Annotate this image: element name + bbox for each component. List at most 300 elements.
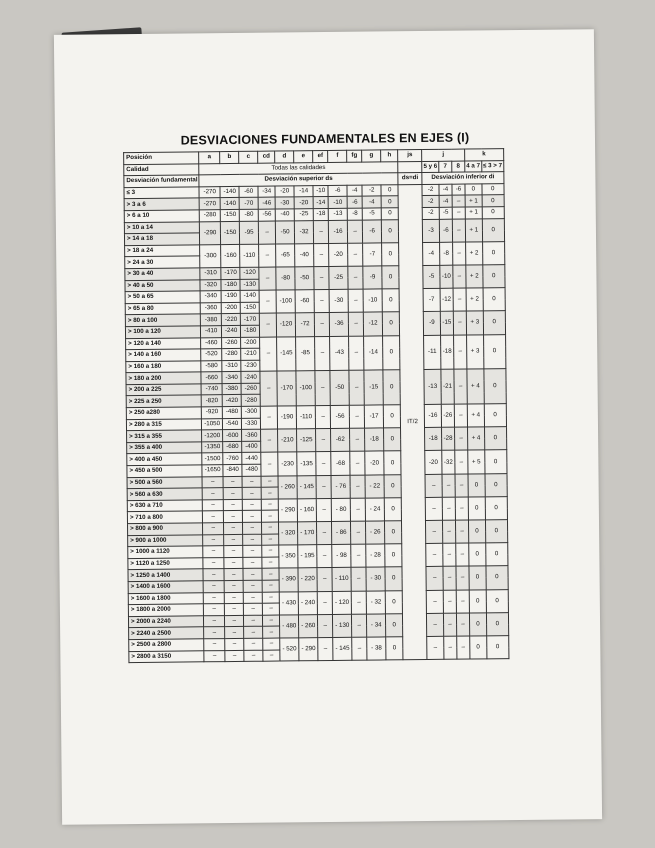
- cell-d: - 430: [279, 591, 298, 614]
- cell-fg: –: [349, 370, 364, 405]
- cell-k-4a7: + 1: [465, 207, 482, 219]
- cell-d: - 350: [279, 545, 298, 568]
- cell-b: -140: [220, 186, 239, 198]
- cell-b: -760: [223, 453, 242, 465]
- cell-fg: –: [349, 336, 364, 371]
- cell-fg: –: [351, 521, 366, 544]
- j-sub-1: 7: [439, 161, 452, 173]
- cell-cd: -46: [258, 197, 275, 209]
- cell-f: -30: [329, 289, 348, 312]
- page-title: DESVIACIONES FUNDAMENTALES EN EJES (I): [180, 130, 470, 148]
- cell-c: -150: [240, 302, 259, 314]
- row-label: > 250 a280: [126, 407, 201, 419]
- cell-c: -140: [240, 290, 259, 302]
- cell-f: -43: [330, 336, 349, 371]
- cell-j-5y6: -5: [423, 265, 440, 288]
- cell-fg: –: [348, 289, 363, 312]
- cell-ef: –: [317, 521, 332, 544]
- cell-k-le3: 0: [484, 450, 506, 473]
- cell-j-7: –: [442, 520, 455, 543]
- cell-c: -120: [240, 267, 259, 279]
- row-label: > 315 a 355: [127, 430, 202, 442]
- cell-a: –: [204, 615, 225, 627]
- cell-j-5y6: –: [426, 520, 443, 543]
- cell-g: -5: [362, 208, 381, 220]
- cell-k-4a7: + 2: [466, 242, 483, 265]
- cell-d: -30: [275, 197, 294, 209]
- cell-ef: –: [317, 545, 332, 568]
- cell-k-4a7: + 4: [467, 404, 484, 427]
- header-desviacion-superior: Desviación superior ds: [199, 173, 398, 187]
- cell-j-8: –: [454, 369, 467, 404]
- cell-fg: –: [349, 405, 364, 428]
- cell-j-8: –: [452, 219, 465, 242]
- cell-cd: –: [259, 244, 276, 267]
- cell-fg: –: [348, 312, 363, 335]
- cell-g: -6: [363, 219, 382, 242]
- cell-a: -520: [201, 349, 222, 361]
- cell-k-4a7: + 2: [466, 265, 483, 288]
- cell-d: -100: [276, 290, 295, 313]
- cell-j-5y6: -2: [422, 196, 439, 208]
- cell-h: 0: [384, 451, 401, 474]
- row-label: > 1600 a 1800: [128, 592, 203, 604]
- cell-k-4a7: 0: [469, 589, 486, 612]
- cell-j-5y6: -2: [422, 207, 439, 219]
- cell-fg: –: [350, 428, 365, 451]
- cell-k-4a7: 0: [468, 520, 485, 543]
- cell-e: - 220: [298, 568, 317, 591]
- cell-fg: -6: [347, 197, 362, 209]
- cell-b: -150: [220, 209, 239, 221]
- col-header-j: j: [422, 149, 465, 161]
- cell-j-8: –: [455, 520, 468, 543]
- cell-cd: –: [260, 406, 277, 429]
- cell-c: -480: [242, 464, 261, 476]
- cell-b: -420: [222, 395, 241, 407]
- cell-e: -135: [297, 452, 316, 475]
- row-label: > 18 a 24: [125, 245, 200, 257]
- cell-e: -25: [294, 209, 313, 221]
- cell-ef: –: [315, 336, 330, 371]
- cell-k-4a7: 0: [469, 566, 486, 589]
- cell-a: -270: [199, 186, 220, 198]
- j-sub-0: 5 y 6: [422, 161, 439, 173]
- cell-k-4a7: + 4: [467, 369, 484, 404]
- cell-c: –: [243, 592, 262, 604]
- col-header-js: js: [398, 150, 422, 162]
- cell-j-5y6: -7: [423, 288, 440, 311]
- row-label: > 280 a 315: [126, 418, 201, 430]
- row-label: > 200 a 225: [126, 384, 201, 396]
- cell-f: - 76: [331, 475, 350, 498]
- cell-k-le3: 0: [486, 566, 508, 589]
- cell-b: -220: [221, 314, 240, 326]
- cell-k-le3: 0: [485, 543, 507, 566]
- cell-h: 0: [383, 335, 400, 370]
- cell-k-le3: 0: [483, 265, 505, 288]
- cell-b: –: [225, 650, 244, 662]
- cell-cd: –: [263, 603, 280, 615]
- cell-d: - 320: [279, 522, 298, 545]
- col-header-k: k: [465, 149, 504, 161]
- cell-g: -7: [363, 243, 382, 266]
- cell-g: - 24: [365, 498, 384, 521]
- cell-fg: –: [350, 498, 365, 521]
- cell-k-le3: 0: [482, 183, 504, 195]
- row-label: > 40 a 50: [125, 279, 200, 291]
- row-label: > 560 a 630: [127, 488, 202, 500]
- col-header-fg: fg: [347, 150, 362, 162]
- cell-j-8: –: [453, 242, 466, 265]
- cell-j-7: -15: [440, 311, 453, 334]
- cell-fg: –: [351, 544, 366, 567]
- cell-a: –: [203, 557, 224, 569]
- cell-e: -60: [295, 290, 314, 313]
- cell-e: -100: [296, 371, 315, 406]
- cell-j-5y6: -18: [425, 428, 442, 451]
- row-label: > 140 a 160: [126, 349, 201, 361]
- cell-d: -20: [275, 186, 294, 198]
- cell-j-7: –: [444, 636, 457, 659]
- row-label: > 1800 a 2000: [128, 604, 203, 616]
- row-label: > 2800 a 3150: [129, 650, 204, 662]
- row-label: > 160 a 180: [126, 361, 201, 373]
- cell-a: -270: [199, 198, 220, 210]
- cell-a: -340: [200, 291, 221, 303]
- cell-k-4a7: + 1: [465, 195, 482, 207]
- cell-d: - 260: [278, 475, 297, 498]
- cell-a: -410: [201, 326, 222, 338]
- cell-e: -32: [295, 220, 314, 243]
- cell-fg: –: [350, 475, 365, 498]
- cell-j-5y6: -16: [424, 404, 441, 427]
- cell-c: -130: [240, 279, 259, 291]
- cell-cd: –: [262, 522, 279, 534]
- cell-cd: –: [259, 221, 276, 244]
- cell-g: - 38: [367, 637, 386, 660]
- cell-d: - 480: [280, 615, 299, 638]
- cell-h: 0: [385, 544, 402, 567]
- cell-b: –: [224, 580, 243, 592]
- cell-d: -40: [275, 209, 294, 221]
- cell-b: -180: [221, 279, 240, 291]
- cell-ef: –: [317, 568, 332, 591]
- cell-k-le3: 0: [482, 207, 504, 219]
- cell-j-8: –: [457, 636, 470, 659]
- cell-h: 0: [386, 613, 403, 636]
- row-label: > 500 a 560: [127, 476, 202, 488]
- cell-b: -200: [221, 302, 240, 314]
- cell-ef: –: [314, 220, 329, 243]
- cell-j-8: –: [454, 427, 467, 450]
- cell-c: –: [242, 487, 261, 499]
- cell-j-5y6: -3: [423, 219, 440, 242]
- cell-c: -70: [239, 198, 258, 210]
- row-label: > 900 a 1000: [128, 534, 203, 546]
- cell-g: -15: [364, 370, 383, 405]
- row-label: > 1000 a 1120: [128, 546, 203, 558]
- row-label: > 1120 a 1250: [128, 558, 203, 570]
- cell-c: –: [243, 557, 262, 569]
- cell-b: –: [225, 627, 244, 639]
- cell-b: –: [224, 522, 243, 534]
- cell-b: -140: [220, 198, 239, 210]
- cell-c: –: [243, 580, 262, 592]
- cell-c: –: [243, 522, 262, 534]
- cell-c: –: [243, 534, 262, 546]
- row-label: > 225 a 250: [126, 395, 201, 407]
- cell-j-8: –: [456, 613, 469, 636]
- cell-e: - 160: [297, 498, 316, 521]
- row-label: > 2240 a 2500: [129, 627, 204, 639]
- cell-k-le3: 0: [485, 520, 507, 543]
- cell-cd: -56: [258, 209, 275, 221]
- cell-a: –: [204, 639, 225, 651]
- row-label: > 14 a 18: [124, 233, 199, 245]
- cell-ef: –: [314, 266, 329, 289]
- cell-e: -50: [295, 267, 314, 290]
- row-label: > 355 a 400: [127, 442, 202, 454]
- cell-j-8: –: [454, 404, 467, 427]
- cell-j-5y6: -20: [425, 451, 442, 474]
- cell-b: –: [224, 569, 243, 581]
- cell-ef: –: [316, 475, 331, 498]
- cell-j-7: -6: [439, 219, 452, 242]
- cell-cd: –: [260, 337, 277, 372]
- cell-a: -1050: [202, 418, 223, 430]
- cell-j-8: –: [453, 288, 466, 311]
- cell-b: –: [224, 546, 243, 558]
- cell-cd: –: [263, 615, 280, 627]
- cell-d: -170: [277, 371, 296, 406]
- cell-j-7: -26: [441, 404, 454, 427]
- row-label: > 80 a 100: [125, 314, 200, 326]
- cell-h: 0: [381, 208, 398, 220]
- cell-f: -62: [331, 429, 350, 452]
- cell-a: –: [203, 581, 224, 593]
- deviation-table: [123, 148, 509, 663]
- cell-cd: –: [261, 476, 278, 488]
- cell-k-4a7: 0: [469, 613, 486, 636]
- cell-b: -170: [221, 267, 240, 279]
- cell-g: -2: [362, 185, 381, 197]
- col-header-h: h: [381, 150, 398, 162]
- cell-j-7: –: [443, 567, 456, 590]
- cell-h: 0: [382, 289, 399, 312]
- cell-h: 0: [384, 498, 401, 521]
- cell-c: -330: [242, 418, 261, 430]
- cell-b: -260: [222, 337, 241, 349]
- cell-h: 0: [382, 266, 399, 289]
- cell-k-le3: 0: [486, 612, 508, 635]
- cell-c: –: [244, 650, 263, 662]
- cell-b: -190: [221, 291, 240, 303]
- cell-j-7: -5: [439, 207, 452, 219]
- cell-j-8: –: [453, 311, 466, 334]
- cell-cd: –: [261, 499, 278, 511]
- cell-b: -840: [223, 464, 242, 476]
- cell-j-7: -18: [440, 335, 453, 370]
- cell-d: - 390: [279, 568, 298, 591]
- cell-e: -110: [296, 406, 315, 429]
- cell-b: –: [224, 557, 243, 569]
- cell-b: –: [225, 615, 244, 627]
- cell-b: -600: [223, 430, 242, 442]
- cell-d: -210: [278, 429, 297, 452]
- cell-h: 0: [384, 428, 401, 451]
- row-label: > 30 a 40: [125, 268, 200, 280]
- cell-cd: –: [259, 267, 276, 290]
- row-label: > 100 a 120: [125, 326, 200, 338]
- cell-c: –: [243, 545, 262, 557]
- cell-j-5y6: –: [425, 497, 442, 520]
- row-label: > 24 a 30: [125, 256, 200, 268]
- k-sub-1: ≤ 3 > 7: [481, 160, 503, 172]
- cell-ef: –: [316, 452, 331, 475]
- cell-b: -280: [222, 349, 241, 361]
- cell-cd: -34: [258, 186, 275, 198]
- cell-k-le3: 0: [484, 427, 506, 450]
- cell-h: 0: [386, 637, 403, 660]
- cell-j-7: –: [442, 474, 455, 497]
- cell-cd: –: [260, 371, 277, 406]
- cell-cd: –: [263, 626, 280, 638]
- cell-g: - 28: [366, 544, 385, 567]
- row-label: > 1250 a 1400: [128, 569, 203, 581]
- cell-f: -36: [329, 313, 348, 336]
- cell-h: 0: [385, 567, 402, 590]
- cell-d: -120: [276, 313, 295, 336]
- cell-b: –: [223, 488, 242, 500]
- cell-ef: -10: [313, 185, 328, 197]
- cell-k-le3: 0: [485, 473, 507, 496]
- cell-g: -4: [362, 196, 381, 208]
- cell-ef: –: [314, 313, 329, 336]
- cell-cd: –: [262, 545, 279, 557]
- cell-j-7: –: [442, 497, 455, 520]
- cell-j-7: -10: [440, 265, 453, 288]
- cell-b: -240: [222, 325, 241, 337]
- cell-b: –: [225, 638, 244, 650]
- cell-j-8: –: [453, 335, 466, 370]
- cell-f: - 80: [331, 498, 350, 521]
- cell-c: –: [243, 511, 262, 523]
- cell-k-le3: 0: [484, 404, 506, 427]
- cell-k-4a7: 0: [468, 497, 485, 520]
- cell-j-5y6: –: [427, 636, 444, 659]
- row-label: > 3 a 6: [124, 198, 199, 210]
- cell-j-5y6: –: [425, 474, 442, 497]
- cell-a: -660: [201, 372, 222, 384]
- cell-k-le3: 0: [484, 369, 506, 404]
- cell-e: -125: [297, 429, 316, 452]
- cell-a: –: [202, 476, 223, 488]
- cell-e: - 145: [297, 475, 316, 498]
- cell-a: –: [203, 592, 224, 604]
- cell-c: –: [244, 603, 263, 615]
- cell-c: -300: [241, 406, 260, 418]
- cell-cd: –: [262, 557, 279, 569]
- cell-f: -13: [328, 208, 347, 220]
- cell-j-8: –: [452, 207, 465, 219]
- cell-f: -68: [331, 452, 350, 475]
- cell-j-8: –: [455, 474, 468, 497]
- cell-g: - 34: [367, 614, 386, 637]
- row-label: > 400 a 450: [127, 453, 202, 465]
- cell-k-le3: 0: [486, 589, 508, 612]
- cell-ef: –: [317, 591, 332, 614]
- cell-a: –: [204, 604, 225, 616]
- row-label: > 630 a 710: [127, 500, 202, 512]
- cell-f: -10: [328, 197, 347, 209]
- row-label: > 65 a 80: [125, 303, 200, 315]
- cell-j-7: -12: [440, 288, 453, 311]
- cell-c: -200: [241, 337, 260, 349]
- cell-j-7: –: [443, 590, 456, 613]
- cell-ef: –: [316, 498, 331, 521]
- header-js-blank: [398, 161, 422, 173]
- document-page: [54, 29, 602, 825]
- header-calidad: Calidad: [124, 163, 199, 175]
- cell-b: -540: [223, 418, 242, 430]
- cell-k-le3: 0: [483, 311, 505, 334]
- cell-fg: –: [348, 266, 363, 289]
- row-label: > 120 a 140: [126, 337, 201, 349]
- cell-js: IT/2: [398, 184, 427, 660]
- cell-k-4a7: + 3: [466, 311, 483, 334]
- header-posicion: Posición: [124, 152, 199, 164]
- cell-j-8: –: [456, 566, 469, 589]
- cell-f: -56: [330, 405, 349, 428]
- cell-a: –: [203, 511, 224, 523]
- cell-j-5y6: –: [427, 613, 444, 636]
- cell-ef: –: [314, 243, 329, 266]
- cell-j-8: –: [456, 590, 469, 613]
- cell-f: -6: [328, 185, 347, 197]
- cell-c: -170: [240, 314, 259, 326]
- cell-g: -9: [363, 266, 382, 289]
- cell-j-5y6: –: [426, 590, 443, 613]
- cell-cd: –: [259, 313, 276, 336]
- cell-c: –: [242, 499, 261, 511]
- cell-c: -80: [239, 209, 258, 221]
- cell-c: -240: [241, 371, 260, 383]
- cell-k-le3: 0: [483, 288, 505, 311]
- cell-j-5y6: –: [426, 543, 443, 566]
- cell-h: 0: [385, 521, 402, 544]
- cell-f: -50: [330, 371, 349, 406]
- cell-b: -380: [222, 383, 241, 395]
- cell-e: - 260: [299, 614, 318, 637]
- cell-b: –: [224, 592, 243, 604]
- cell-j-7: -4: [439, 196, 452, 208]
- cell-a: -1200: [202, 430, 223, 442]
- cell-f: - 120: [332, 591, 351, 614]
- cell-c: –: [243, 569, 262, 581]
- cell-cd: –: [262, 568, 279, 580]
- k-sub-0: 4 a 7: [465, 160, 482, 172]
- cell-a: -920: [201, 407, 222, 419]
- cell-k-4a7: 0: [468, 473, 485, 496]
- cell-k-le3: 0: [482, 241, 504, 264]
- cell-fg: –: [352, 637, 367, 660]
- cell-j-8: –: [455, 450, 468, 473]
- row-label: > 50 a 65: [125, 291, 200, 303]
- header-ds-di: ds=di: [398, 173, 422, 185]
- cell-a: -1650: [202, 465, 223, 477]
- cell-a: –: [203, 534, 224, 546]
